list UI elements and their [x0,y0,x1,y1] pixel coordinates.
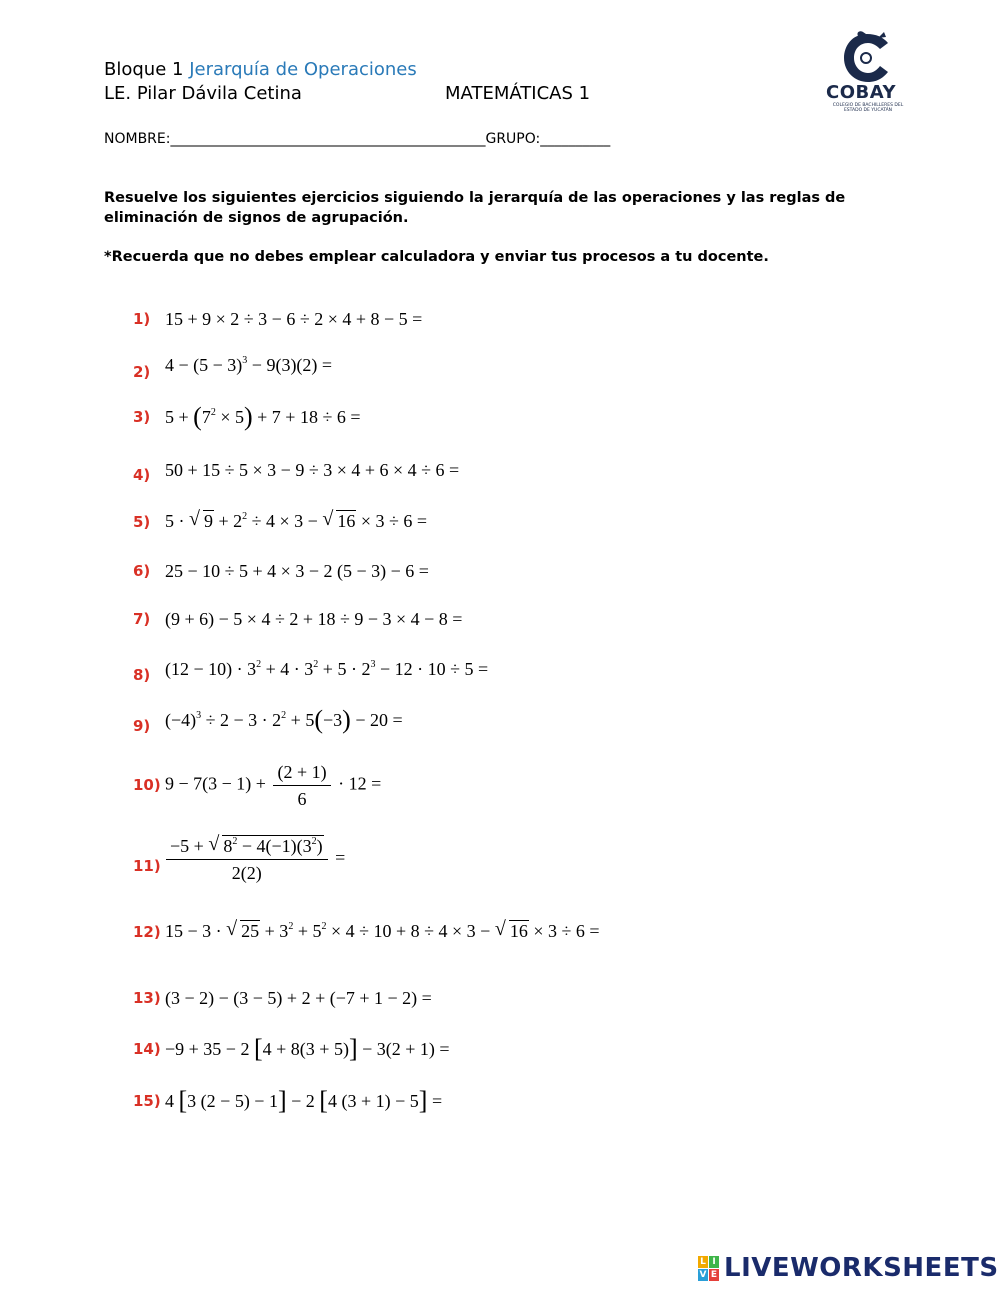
exercise-12-expression: 15 − 3 · √ $25 + 3^2 + 5^2 \times 4 \div 10 + 8 \div 4 \times 3$ − √ 16 × 3 ÷ 6 = [165,921,600,941]
exercise-3-expression: $5 + (7^2 \times 5) + 7 + 18 \div 6$ = [165,402,361,431]
exercise-number: 4) [133,466,151,484]
nombre-field[interactable]: NOMBRE:_____________________________________________ [104,131,486,147]
topic-title: Jerarquía de Operaciones [189,59,417,80]
exercise-number: 10) [133,776,161,794]
exercise-number: 8) [133,666,151,684]
icon-letter-v: V [699,1270,707,1280]
header-line-1 [104,59,417,81]
exercise-10-expression: 9 − 7(3 − 1) + $\frac{(2 + 1)}{6}$ · 12 = [165,762,382,809]
exercise-4-expression: 50 + 15 ÷ 5 × 3 − 9 ÷ 3 × 4 + 6 × 4 ÷ 6 = [165,460,460,480]
icon-letter-i: I [709,1256,719,1268]
exercise-11-expression: $\frac{-5 + √ 8^2 - 4(-1)(3^2)}{2(2)}$ = [163,836,345,883]
exercise-7-expression: (9 + 6) − 5 × 4 ÷ 2 + 18 ÷ 9 − 3 × 4 − 8 = [165,609,463,629]
exercise-14-expression: −9 + 35 − 2 [4 + 8(3 + 5)] − 3(2 + 1) = [165,1034,450,1063]
exercise-15-expression: 4 [3 (2 − 5) − 1] − 2 [4 (3 + 1) − 5] = [165,1086,443,1115]
icon-letter-e: E [710,1270,718,1280]
exercise-number: 9) [133,717,151,735]
exercise-8-expression: $(12 - 10) \cdot 3^2 + 4 \cdot 3^2 + 5 \cdot 2^3 - 12 \cdot 10 \div 5$ = [165,659,489,679]
teacher-name: LE. Pilar Dávila Cetina [104,83,302,104]
grupo-field[interactable]: GRUPO:__________ [485,131,611,147]
bloque-label: Bloque 1 [104,59,184,80]
liveworksheets-brand[interactable]: LIVEWORKSHEETS [724,1253,999,1283]
exercise-number: 2) [133,363,151,381]
exercise-13-expression: (3 − 2) − (3 − 5) + 2 + (−7 + 1 − 2) = [165,988,432,1008]
exercise-number: 5) [133,513,151,531]
exercise-number: 11) [133,857,161,875]
logo-subtitle: COLEGIO DE BACHILLERES DEL ESTADO DE YUCATÁN [832,103,904,113]
exercise-number: 1) [133,310,151,328]
exercise-number: 12) [133,923,161,941]
exercise-number: 6) [133,562,151,580]
exercise-2-expression: $4 - (5 - 3)^3 - 9(3)(2)$ = [165,355,333,375]
instructions-main: Resuelve los siguientes ejercicios siguiendo la jerarquía de las operaciones y las reglas de eliminación de signos de agrupación. [104,190,846,226]
exercise-6-expression: 25 − 10 ÷ 5 + 4 × 3 − 2 (5 − 3) − 6 = [165,561,429,581]
instructions-note: *Recuerda que no debes emplear calculadora y enviar tus procesos a tu docente. [104,249,769,265]
logo-name: COBAY [826,82,896,103]
exercise-5-expression: 5 · √ $9 + 2^2 \div 4 \times 3$ − √ 16 × 3 ÷ 6 = [165,511,427,531]
name-group-line [104,131,610,147]
exercise-number: 13) [133,989,161,1007]
liveworksheets-icon [698,1256,720,1282]
exercise-number: 3) [133,408,151,426]
subject-name: MATEMÁTICAS 1 [445,83,591,104]
cobay-logo [822,28,912,114]
cobay-emblem-icon [822,28,912,88]
exercise-number: 15) [133,1092,161,1110]
exercise-number: 14) [133,1040,161,1058]
exercise-1-expression: 15 + 9 × 2 ÷ 3 − 6 ÷ 2 × 4 + 8 − 5 = [165,309,423,329]
exercise-9-expression: $(-4)^3 \div 2 - 3 \cdot 2^2 + 5(-3) - 20$ = [165,705,403,734]
icon-letter-l: L [698,1256,708,1268]
exercise-number: 7) [133,610,151,628]
